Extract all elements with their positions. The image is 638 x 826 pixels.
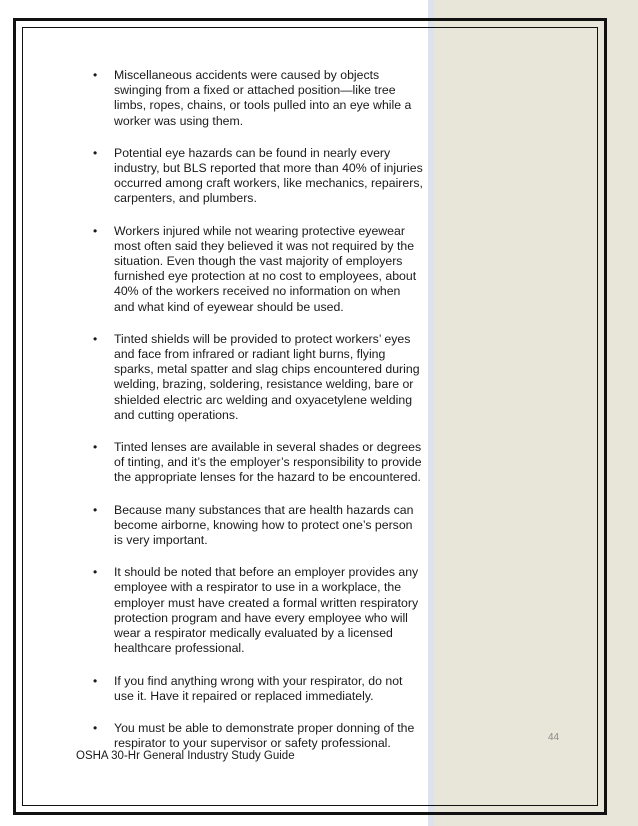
bullet-icon: •	[93, 440, 98, 455]
list-item	[88, 721, 423, 751]
bullet-list	[88, 68, 423, 751]
bullet-icon: •	[93, 565, 98, 580]
list-item-text: You must be able to demonstrate proper donning of the respirator to your supervisor or safety professional.	[114, 720, 415, 751]
list-item-text: Tinted lenses are available in several shades or degrees of tinting, and it’s the employer’s responsibility to provide the appropriate lenses for the hazard to be encountered.	[114, 440, 422, 485]
list-item-text: It should be noted that before an employer provides any employee with a respirator to use in a workplace, the employer must have created a formal written respiratory protection program and have every employee who will wear a respirator medically evaluated by a licensed healthcare professional.	[114, 565, 419, 656]
bullet-icon: •	[93, 502, 98, 517]
list-item	[88, 674, 423, 704]
list-item	[88, 565, 423, 656]
bullet-icon: •	[93, 720, 98, 735]
list-item-text: Because many substances that are health hazards can become airborne, knowing how to protect one’s person is very important.	[114, 502, 414, 548]
main-content	[88, 68, 423, 768]
bullet-icon: •	[93, 145, 98, 160]
bullet-icon: •	[93, 331, 98, 346]
list-item	[88, 146, 423, 207]
list-item	[88, 332, 423, 423]
list-item	[88, 68, 423, 129]
footer-text: OSHA 30-Hr General Industry Study Guide	[76, 750, 295, 762]
list-item-text: Workers injured while not wearing protective eyewear most often said they believed it was not required by the situation. Even though the vast majority of employers furnished eye protection at no cost to employees, about 40% of the workers received no information on when and what kind of eyewear should be used.	[114, 223, 417, 314]
list-item	[88, 503, 423, 549]
list-item-text: If you find anything wrong with your respirator, do not use it. Have it repaired or replaced immediately.	[114, 673, 403, 703]
bullet-icon: •	[93, 68, 98, 82]
list-item	[88, 440, 423, 486]
page-number: 44	[548, 732, 560, 743]
list-item-text: Potential eye hazards can be found in nearly every industry, but BLS reported that more than 40% of injuries occurred among craft workers, like mechanics, repairers, carpenters, and plumbers.	[114, 145, 423, 206]
bullet-icon: •	[93, 673, 98, 688]
bullet-icon: •	[93, 223, 98, 238]
list-item-text: Miscellaneous accidents were caused by objects swinging from a fixed or attached position—like tree limbs, ropes, chains, or tools pulled into an eye while a worker was using them.	[114, 68, 412, 128]
list-item-text: Tinted shields will be provided to protect workers’ eyes and face from infrared or radiant light burns, flying sparks, metal spatter and slag chips encountered during welding, brazing, soldering, resistance welding, bare or shielded electric arc welding and oxyacetylene welding and cutting operations.	[114, 331, 420, 422]
list-item	[88, 224, 423, 315]
